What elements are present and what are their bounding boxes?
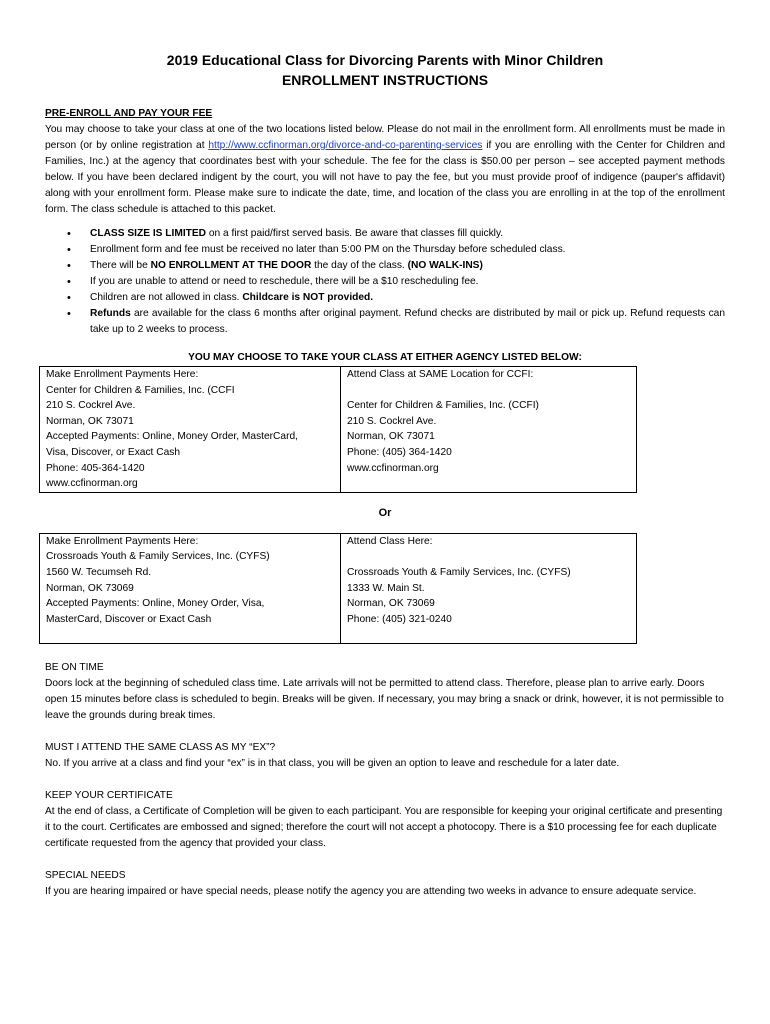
document-content — [45, 50, 725, 916]
cell-line: Attend Class at SAME Location for CCFI: — [347, 369, 534, 380]
preenroll-text-2: if you are enrolling with the Center for Children and Families, Inc.) at the agency that coordinates best with your schedule. The fee for the class is $50.00 per person – see accepted payment methods below. If you have been declared indigent by the court, you will not have to pay the fee, but you must provide proof of indigence (pauper's affidavit) along with your enrollment form. Please make sure to indicate the date, time, and location of the class you are enrolling in at the top of the enrollment form. The class schedule is attached to this packet. — [45, 140, 725, 215]
cell-line: Attend Class Here: — [347, 535, 433, 547]
ccfi-attend-cell — [341, 367, 637, 493]
on-time-heading: BE ON TIME — [45, 661, 104, 673]
list-item — [90, 274, 725, 290]
list-item-text: Children are not allowed in class. — [90, 292, 243, 303]
cell-line: Norman, OK 73071 — [46, 415, 134, 427]
cell-line: Accepted Payments: Online, Money Order, Visa, — [46, 598, 265, 610]
cyfs-table — [39, 533, 637, 644]
class-size-bold: CLASS SIZE IS LIMITED — [90, 228, 207, 239]
cell-line: 1560 W. Tecumseh Rd. — [46, 566, 152, 578]
list-item-text: If you are unable to attend or need to reschedule, there will be a $10 rescheduling fee. — [90, 276, 479, 287]
preenroll-paragraph — [45, 122, 725, 218]
same-class-text: No. If you arrive at a class and find your “ex” is in that class, you will be given an option to leave and reschedule for a later date. — [45, 757, 620, 769]
list-item — [90, 242, 725, 258]
ccfi-website-link[interactable]: http://www.ccfinorman.org/divorce-and-co-parenting-services — [208, 140, 483, 151]
list-item-text: on a first paid/first served basis. Be aware that classes fill quickly. — [206, 228, 504, 239]
refunds-bold: Refunds — [90, 308, 131, 319]
preenroll-text-1: You may choose to take your class at one of the two locations listed below. Please do not mail in the enrollment form. All enrollments must be made in person (or by online registration at — [45, 124, 725, 151]
list-item-text: Enrollment form and fee must be received no later than 5:00 PM on the Thursday before scheduled class. — [90, 244, 566, 255]
cell-line: Crossroads Youth & Family Services, Inc. (CYFS) — [347, 566, 571, 578]
list-item-text: There will be — [90, 260, 151, 271]
same-class-section — [45, 740, 725, 772]
cell-line: Phone: 405-364-1420 — [46, 462, 145, 474]
title-line-1: 2019 Educational Class for Divorcing Parents with Minor Children — [166, 52, 604, 68]
certificate-heading: KEEP YOUR CERTIFICATE — [45, 789, 173, 801]
rules-list — [45, 226, 725, 338]
cell-line: Center for Children & Families, Inc. (CCFI) — [347, 400, 539, 412]
or-separator: Or — [378, 506, 392, 519]
cell-line: Phone: (405) 364-1420 — [347, 446, 452, 458]
document-title — [45, 50, 725, 90]
title-line-2: ENROLLMENT INSTRUCTIONS — [281, 72, 489, 88]
cell-line: Center for Children & Families, Inc. (CCFI — [46, 384, 235, 396]
cell-line: Norman, OK 73069 — [347, 598, 435, 610]
no-walkins-bold: (NO WALK-INS) — [407, 260, 483, 271]
blank-line — [46, 627, 334, 643]
cell-line: www.ccfinorman.org — [347, 462, 439, 474]
agency-heading: YOU MAY CHOOSE TO TAKE YOUR CLASS AT EITHER AGENCY LISTED BELOW: — [188, 352, 582, 363]
cell-line: Norman, OK 73069 — [46, 582, 134, 594]
cyfs-payment-cell — [40, 533, 341, 643]
cell-line: Accepted Payments: Online, Money Order, MasterCard, — [46, 431, 298, 443]
same-class-heading: MUST I ATTEND THE SAME CLASS AS MY “EX”? — [45, 741, 276, 753]
blank-line — [347, 549, 630, 565]
list-item — [90, 258, 725, 274]
preenroll-section — [45, 106, 725, 218]
cell-line: Norman, OK 73071 — [347, 431, 435, 443]
on-time-section — [45, 660, 725, 724]
special-needs-section — [45, 868, 725, 900]
certificate-text: At the end of class, a Certificate of Completion will be given to each participant. You are responsible for keeping your original certificate and presenting it to the court. Certificates are embossed and signed; therefore the court will not accept a photocopy. There is a $10 processing fee for each duplicate certificate requested from the agency that provided your class. — [45, 805, 723, 849]
list-item — [90, 290, 725, 306]
on-time-text: Doors lock at the beginning of scheduled class time. Late arrivals will not be permitted to attend class. Therefore, please plan to arrive early. Doors open 15 minutes before class is scheduled to begin. Breaks will be given. If necessary, you may bring a snack or drink, however, it is not permissible to leave the grounds during break times. — [45, 677, 724, 721]
cell-line: 210 S. Cockrel Ave. — [347, 415, 437, 427]
cell-line: 210 S. Cockrel Ave. — [46, 400, 136, 412]
ccfi-table — [39, 366, 637, 493]
preenroll-heading: PRE-ENROLL AND PAY YOUR FEE — [45, 108, 213, 119]
cell-line: Make Enrollment Payments Here: — [46, 535, 199, 547]
cell-line: Visa, Discover, or Exact Cash — [46, 446, 180, 458]
childcare-bold: Childcare is NOT provided. — [242, 292, 374, 303]
cell-line: Crossroads Youth & Family Services, Inc. (CYFS) — [46, 551, 270, 563]
cyfs-attend-cell — [341, 533, 637, 643]
certificate-section — [45, 788, 725, 852]
cell-line: www.ccfinorman.org — [46, 478, 138, 490]
cell-line: 1333 W. Main St. — [347, 582, 425, 594]
cell-line: Phone: (405) 321-0240 — [347, 613, 452, 625]
blank-line — [347, 383, 630, 399]
list-item — [90, 226, 725, 242]
list-item — [90, 306, 725, 338]
ccfi-payment-cell — [40, 367, 341, 493]
cell-line: MasterCard, Discover or Exact Cash — [46, 613, 212, 625]
cell-line: Make Enrollment Payments Here: — [46, 369, 199, 380]
special-needs-text: If you are hearing impaired or have special needs, please notify the agency you are attending two weeks in advance to ensure adequate service. — [45, 885, 697, 897]
no-enrollment-bold: NO ENROLLMENT AT THE DOOR — [150, 260, 312, 271]
special-needs-heading: SPECIAL NEEDS — [45, 869, 126, 881]
list-item-text: the day of the class. — [311, 260, 408, 271]
list-item-text: are available for the class 6 months after original payment. Refund checks are distributed by mail or pick up. Refund requests can take up to 2 weeks to process. — [90, 308, 725, 335]
